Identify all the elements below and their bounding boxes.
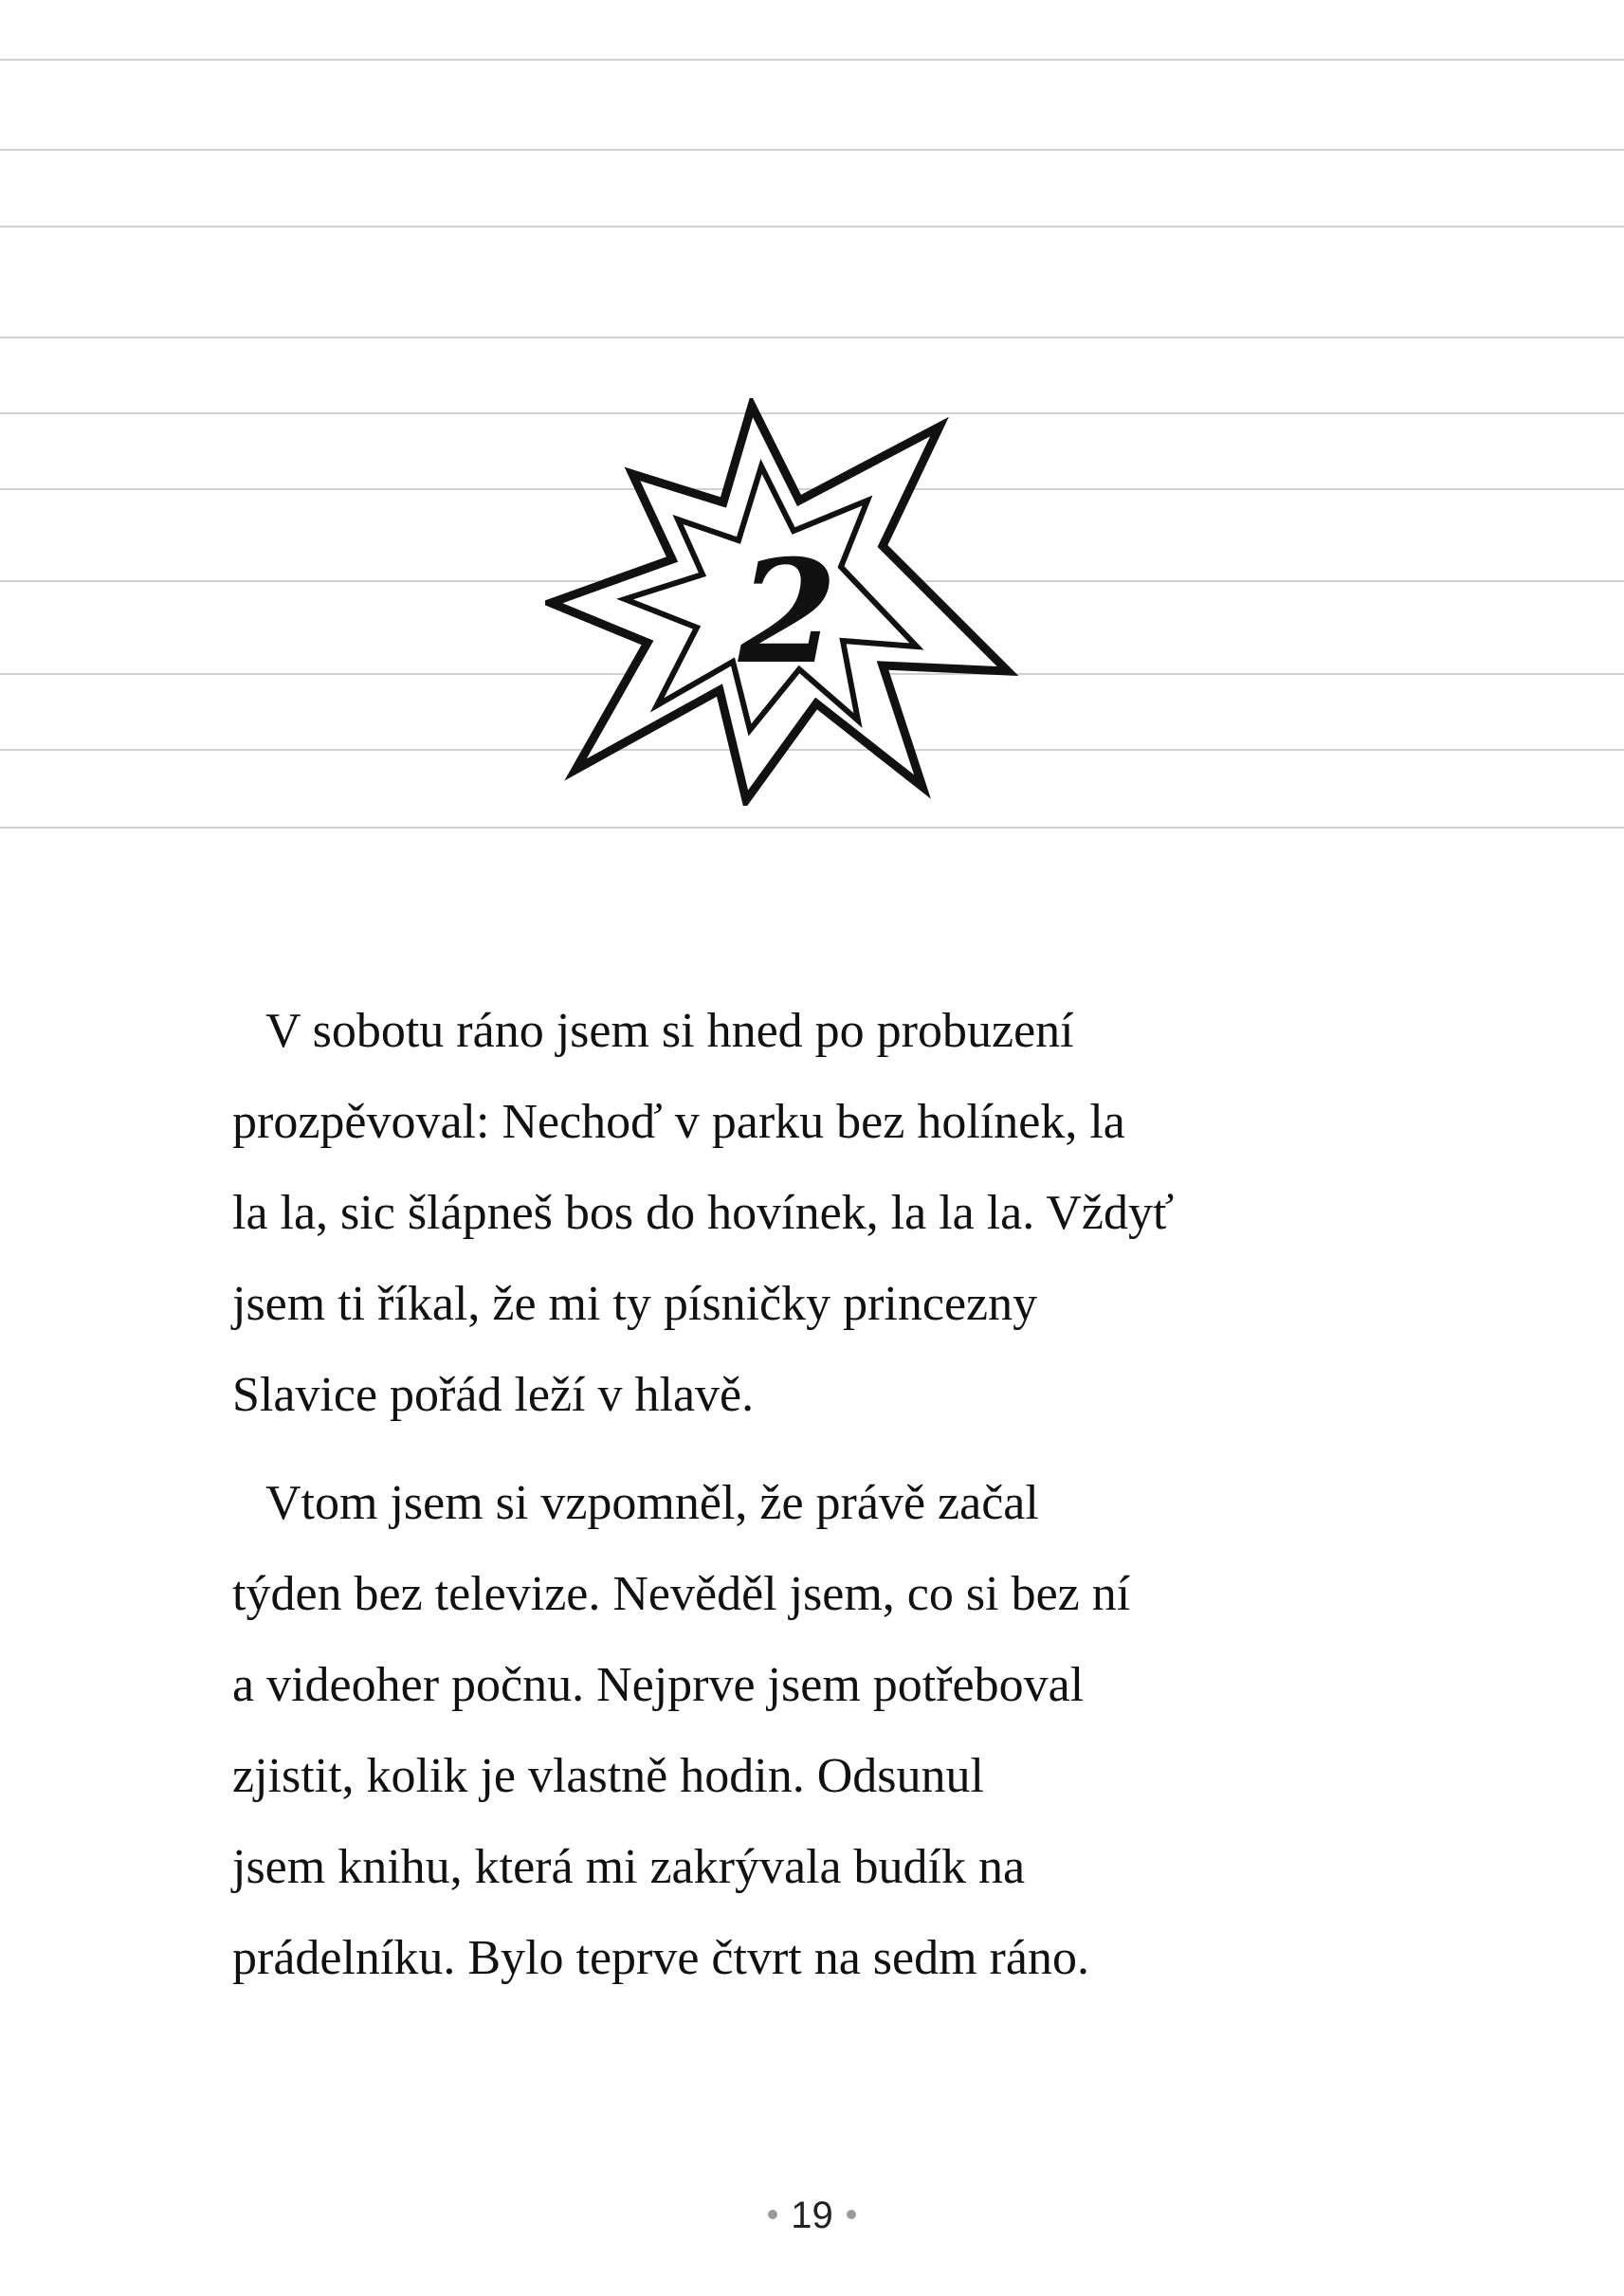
starburst-icon	[545, 398, 1019, 806]
text-line: jsem knihu, která mi zakrývala budík na	[232, 1840, 1026, 1894]
text-line: Slavice pořád leží v hlavě.	[232, 1368, 755, 1422]
bullet-dot-icon	[768, 2210, 777, 2219]
bullet-dot-icon	[847, 2210, 856, 2219]
paragraph	[232, 1458, 1398, 2004]
text-line: Vtom jsem si vzpomněl, že právě začal	[265, 1476, 1039, 1530]
text-line: týden bez televize. Nevěděl jsem, co si bez ní	[232, 1567, 1131, 1621]
chapter-number: 2	[738, 529, 838, 696]
page-footer	[0, 2195, 1624, 2237]
text-line: prádelníku. Bylo teprve čtvrt na sedm ráno.	[232, 1931, 1089, 1985]
page-number: 19	[791, 2195, 833, 2236]
body-text	[232, 986, 1398, 2004]
text-line: jsem ti říkal, že mi ty písničky princezny	[232, 1277, 1038, 1331]
text-line: prozpěvoval: Nechoď v parku bez holínek, la	[232, 1095, 1125, 1149]
text-line: zjistit, kolik je vlastně hodin. Odsunul	[232, 1749, 984, 1803]
text-line: a videoher počnu. Nejprve jsem potřeboval	[232, 1658, 1085, 1712]
text-line: la la, sic šlápneš bos do hovínek, la la la. Vždyť	[232, 1186, 1175, 1240]
text-line: V sobotu ráno jsem si hned po probuzení	[265, 1004, 1074, 1058]
chapter-badge	[545, 398, 1019, 806]
paragraph	[232, 986, 1398, 1441]
